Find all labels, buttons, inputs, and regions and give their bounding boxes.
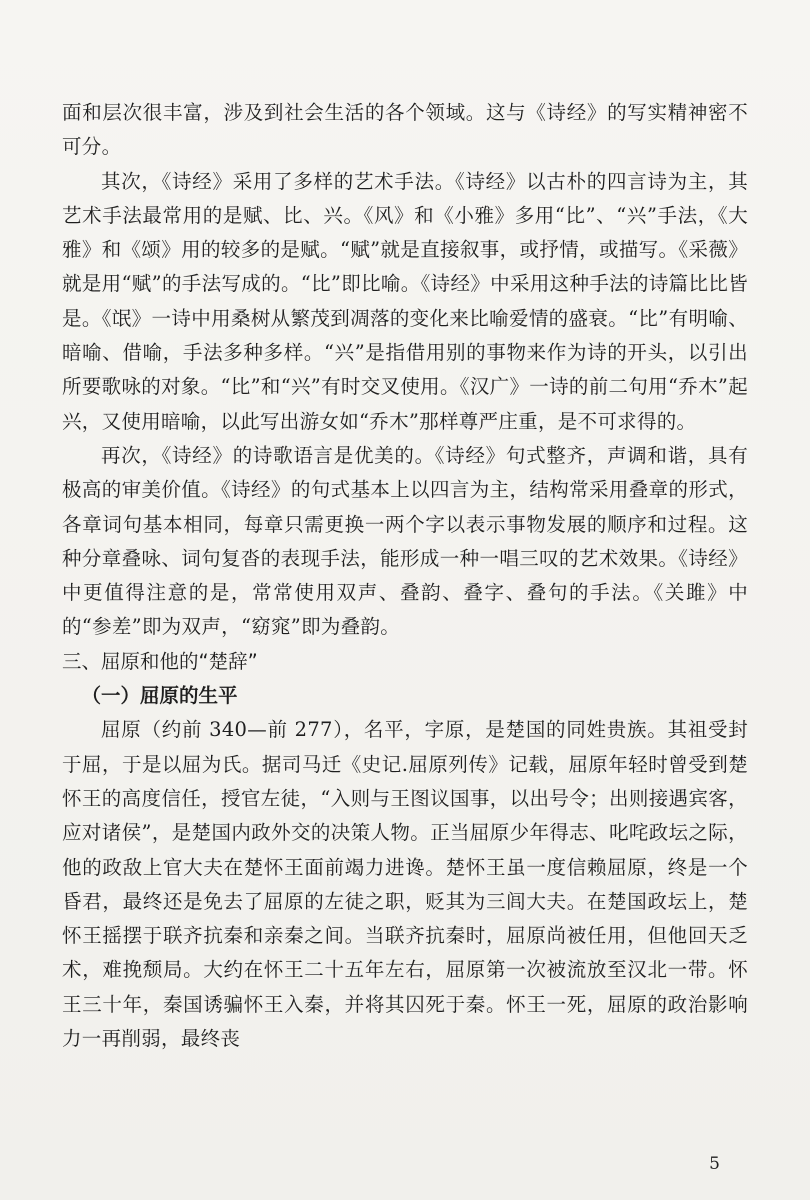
paragraph-continuation: 面和层次很丰富，涉及到社会生活的各个领域。这与《诗经》的写实精神密不可分。 [62, 101, 748, 159]
section-heading: 三、屈原和他的“楚辞” [62, 649, 258, 673]
paragraph-artistic-techniques: 其次，《诗经》采用了多样的艺术手法。《诗经》以古朴的四言诗为主，其艺术手法最常用的是赋、比、兴。《风》和《小雅》多用“比”、“兴”手法，《大雅》和《颂》用的较多的是赋。“赋”就是直接叙事，或抒情，或描写。《采薇》就是用“赋”的手法写成的。“比”即比喻。《诗经》中采用这种手法的诗篇比比皆是。《氓》一诗中用桑树从繁茂到凋落的变化来比喻爱情的盛衰。“比”有明喻、暗喻、借喻，手法多种多样。“兴”是指借用别的事物来作为诗的开头，以引出所要歌咏的对象。“比”和“兴”有时交叉使用。《汉广》一诗的前二句用“乔木”起兴，又使用暗喻，以此写出游女如“乔木”那样尊严庄重，是不可求得的。 [62, 169, 748, 433]
paragraph-qu-yuan-biography: 屈原（约前 340—前 277），名平，字原，是楚国的同姓贵族。其祖受封于屈，于是以屈为氏。据司马迁《史记.屈原列传》记载，屈原年轻时曾受到楚怀王的高度信任，授官左徒，“入则与王图议国事，以出号令；出则接遇宾客，应对诸侯”，是楚国内政外交的决策人物。正当屈原少年得志、叱咤政坛之际，他的政敌上官大夫在楚怀王面前竭力进谗。楚怀王虽一度信赖屈原，终是一个昏君，最终还是免去了屈原的左徒之职，贬其为三闾大夫。在楚国政坛上，楚怀王摇摆于联齐抗秦和亲秦之间。当联齐抗秦时，屈原尚被任用，但他回天乏术，难挽颓局。大约在怀王二十五年左右，屈原第一次被流放至汉北一带。怀王三十年，秦国诱骗怀王入秦，并将其囚死于秦。怀王一死，屈原的政治影响力一再削弱，最终丧 [62, 718, 748, 1051]
subsection-heading: （一）屈原的生平 [81, 684, 238, 708]
page-number: 5 [709, 1154, 720, 1174]
page-content [62, 96, 748, 1056]
paragraph-poetic-language: 再次，《诗经》的诗歌语言是优美的。《诗经》句式整齐，声调和谐，具有极高的审美价值。《诗经》的句式基本上以四言为主，结构常采用叠章的形式，各章词句基本相同，每章只需更换一两个字以表示事物发展的顺序和过程。这种分章叠咏、词句复沓的表现手法，能形成一种一唱三叹的艺术效果。《诗经》中更值得注意的是，常常使用双声、叠韵、叠字、叠句的手法。《关雎》中的“参差”即为双声，“窈窕”即为叠韵。 [62, 443, 748, 639]
